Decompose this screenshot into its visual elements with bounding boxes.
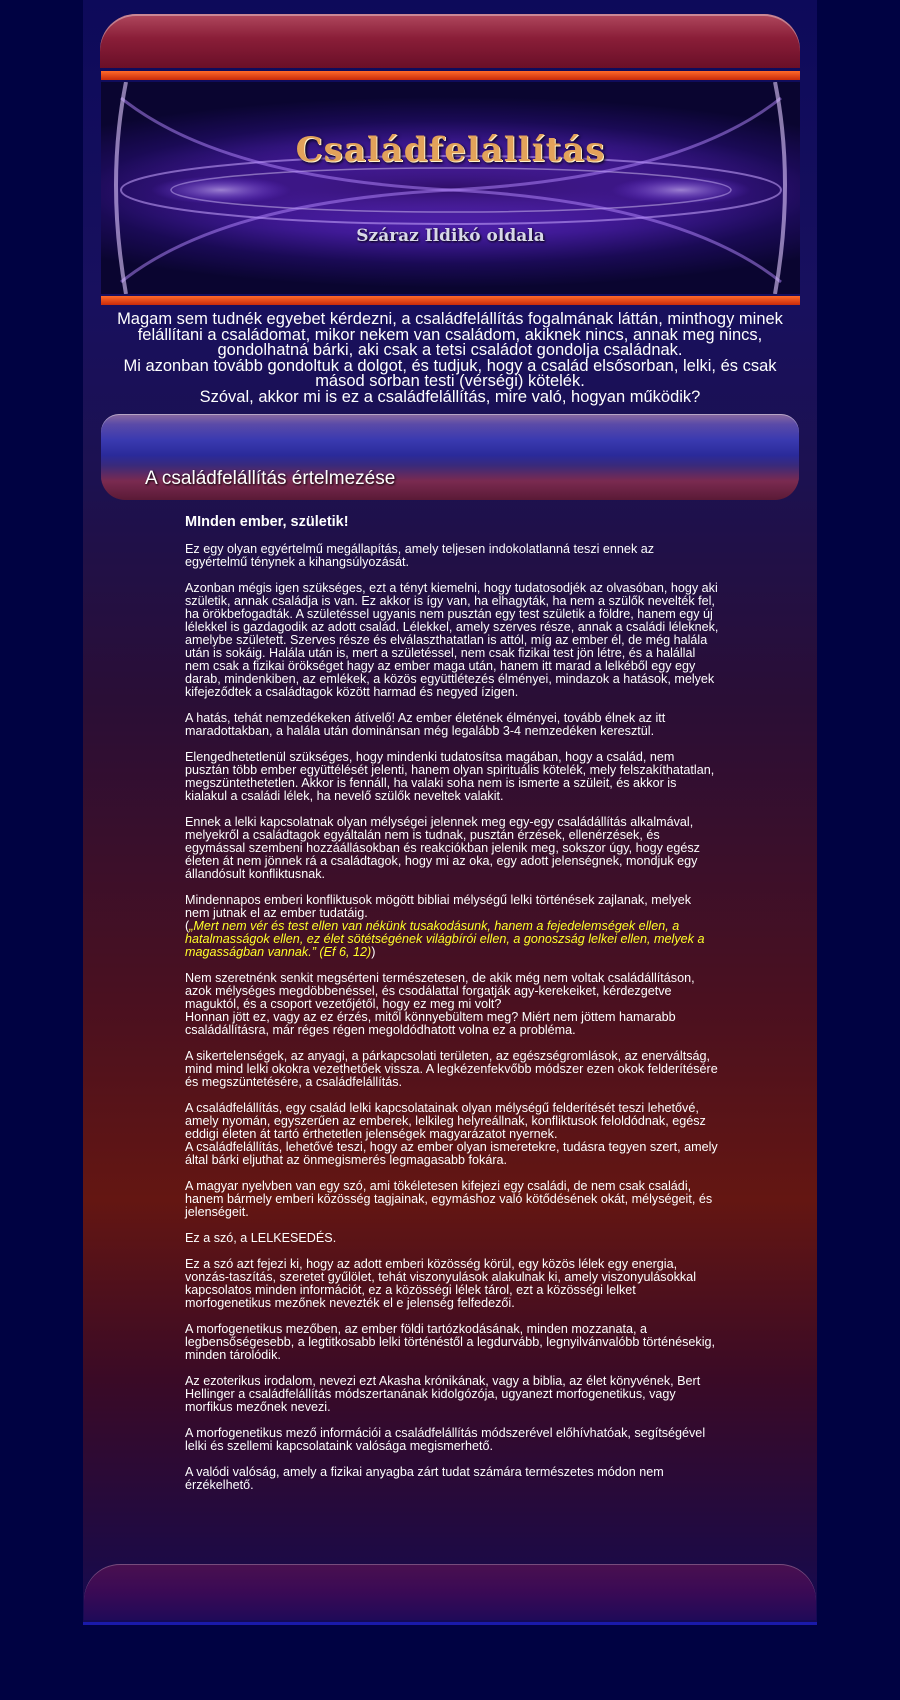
site-title: Családfelállítás xyxy=(295,130,606,170)
paragraph: A magyar nyelvben van egy szó, ami tökéletesen kifejezi egy családi, de nem csak családi, hanem bármely emberi közösség tagjainak, egymáshoz való kötődésének okát, mélységeit, és jelenségeit. xyxy=(185,1179,713,1219)
paragraph: A valódi valóság, amely a fizikai anyagba zárt tudat számára természetes módon nem érzékelhető. xyxy=(185,1465,664,1492)
paragraph: A sikertelenségek, az anyagi, a párkapcsolati területen, az egészségromlások, az enerváltság, mind mind lelki okokra vezethetőek vissza. A legkézenfekvőbb módszer ezen okok felderítésére és megszüntetésére, a családfelállítás. xyxy=(185,1049,718,1089)
paragraph-text: Mindennapos emberi konfliktusok mögött bibliai mélységű lelki történések zajlanak, melyek nem jutnak el az ember tudatáig. xyxy=(185,893,692,920)
paragraph: Ennek a lelki kapcsolatnak olyan mélységei jelennek meg egy-egy családállítás alkalmával, melyekről a családtagok egyáltalán nem is tudnak, pusztán érzések, ellenérzések, és egymással szembeni hozzáállásokban és reakciókban jelenik meg, sokszor úgy, hogy egész életen át nem jönnek rá a családtagok, hogy mi az oka, egy adott jelenségnek, mondjuk egy állandósult konfliktusnak. xyxy=(185,815,700,881)
paragraph-text: Nem szeretnénk senkit megsérteni természetesen, de akik még nem voltak családállításon, azok mélységes megdöbbenéssel, és csodálattal forgatják agy-kerekeiket, kérdezgetve maguktól, és a csoport vezetőjétől, hogy ez meg mi volt? xyxy=(185,971,695,1011)
article-heading: MInden ember, születik! xyxy=(185,514,349,530)
article-content xyxy=(185,516,719,1505)
header-bottom-bar xyxy=(101,296,800,305)
paragraph: Elengedhetetlenül szükséges, hogy mindenki tudatosítsa magában, hogy a család, nem pusztán több ember együttélését jelenti, hanem olyan spirituális kötelék, mely felszakíthatatlan, megszüntethetetlen. Akkor is fennáll, ha valaki soha nem is ismerte a szüleit, és akkor is kialakul a családi lélek, ha nevelő szülők neveltek valakit. xyxy=(185,750,715,803)
header-top-cap xyxy=(100,14,800,68)
intro-text xyxy=(108,312,792,405)
paragraph: A hatás, tehát nemzedékeken átívelő! Az ember életének élményei, tovább élnek az itt maradottakban, a halála után dominánsan még legalább 3-4 nemzedéken keresztül. xyxy=(185,711,666,738)
header-top-bar xyxy=(101,71,800,80)
footer-cap xyxy=(84,1564,816,1620)
intro-line-1: Magam sem tudnék egyebet kérdezni, a családfelállítás fogalmának láttán, minthogy minek felállítani a családomat, mikor nekem van családom, akiknek nincs, annak meg nincs, gondolhatná bárki, aki csak a tetsi családot gondolja családnak. xyxy=(117,310,783,359)
site-subtitle: Száraz Ildikó oldala xyxy=(356,226,545,246)
header-banner xyxy=(101,82,800,294)
paragraph: Ez a szó, a LELKESEDÉS. xyxy=(185,1231,337,1245)
paragraph: A morfogenetikus mezőben, az ember földi tartózkodásának, minden mozzanata, a legbensőségesebb, a legtitkosabb lelki történéstől a legdurvább, legnyilvánvalóbb történésekig, minden tárolódik. xyxy=(185,1322,715,1362)
banner-light-swirls xyxy=(101,82,800,294)
quote-close-paren: ) xyxy=(371,945,376,959)
paragraph: Ez egy olyan egyértelmű megállapítás, amely teljesen indokolatlanná teszi ennek az egyértelmű ténynek a kihangsúlyozását. xyxy=(185,542,655,569)
paragraph: Ez a szó azt fejezi ki, hogy az adott emberi közösség körül, egy közös lélek egy energia, vonzás-taszítás, szeretet gyűlölet, tehát viszonyulások alakulnak ki, amely viszonyulásokkal kapcsolatos minden információt, ez a közösségi lélek tárol, ezt a közösségi lelket morfogenetikus mezőnek nevezték el e jelenség felfedezői. xyxy=(185,1257,696,1310)
paragraph: Az ezoterikus irodalom, nevezi ezt Akasha krónikának, vagy a biblia, az élet könyvének, Bert Hellinger a családfelállítás módszertanának kidolgózója, ugyanezt morfogenetikus, vagy morfikus mezőnek nevezi. xyxy=(185,1374,701,1414)
paragraph-text: Honnan jött ez, vagy az ez érzés, mitől könnyebültem meg? Miért nem jöttem hamarabb családállításra, már réges régen megoldódhatott volna ez a probléma. xyxy=(185,1010,676,1037)
paragraph xyxy=(185,972,719,1037)
section-title: A családfelállítás értelmezése xyxy=(145,468,396,489)
paragraph xyxy=(185,1102,719,1167)
paragraph-text: A családfelállítás, lehetővé teszi, hogy az ember olyan ismeretekre, tudásra tegyen szert, amely által bárki eljuthat az önmegismerés legmagasabb fokára. xyxy=(185,1140,718,1167)
paragraph: A morfogenetikus mező információi a családfelállítás módszerével előhívhatóak, segítségével lelki és szellemi kapcsolataink valósága megismerhető. xyxy=(185,1426,706,1453)
paragraph-text: A családfelállítás, egy család lelki kapcsolatainak olyan mélységű felderítését teszi lehetővé, amely nyomán, egyszerűen az emberek, lelkileg helyreállnak, konfliktusok feloldódnak, egész eddigi életen át tartó érthetetlen jelenségek magyarázatot nyernek. xyxy=(185,1101,706,1141)
bible-quote: „Mert nem vér és test ellen van nékünk tusakodásunk, hanem a fejedelemségek ellen, a hatalmasságok ellen, ez élet sötétségének világbírói ellen, a gonoszság lelkei ellen, melyek a magasságban vannak.” (Ef 6, 12) xyxy=(185,919,705,959)
intro-line-2: Mi azonban tovább gondoltuk a dolgot, és tudjuk, hogy a család elsősorban, lelki, és csak másod sorban testi (vérségi) kötelék. xyxy=(123,356,777,390)
quote-open-paren: ( xyxy=(185,919,190,933)
intro-line-3: Szóval, akkor mi is ez a családfelállítás, mire való, hogyan működik? xyxy=(199,387,701,406)
paragraph: Azonban mégis igen szükséges, ezt a tényt kiemelni, hogy tudatosodjék az olvasóban, hogy aki születik, annak családja is van. Ez akkor is így van, ha elhagyták, ha nem a szülők nevelték fel, ha örökbefogadták. A születéssel ugyanis nem pusztán egy test születik a földre, hanem egy új lélekkel is gazdagodik az adott család. Lélekkel, amely szerves része, annak a családi léleknek, amelybe született. Szerves része és elválaszthatatlan is attól, míg az ember él, de még halála után is sokáig. Halála után is, mert a születéssel, nem csak fizikai test jön létre, és a halállal nem csak a fizikai örökséget hagy az ember maga után, hanem itt marad a lelkéből egy egy darab, mindenkiben, az emlékek, a közös együttlétezés élményei, mindazok a hatások, melyek kifejeződtek a családtagok között harmad és negyed ízigen. xyxy=(185,581,719,699)
paragraph-with-quote xyxy=(185,894,719,959)
